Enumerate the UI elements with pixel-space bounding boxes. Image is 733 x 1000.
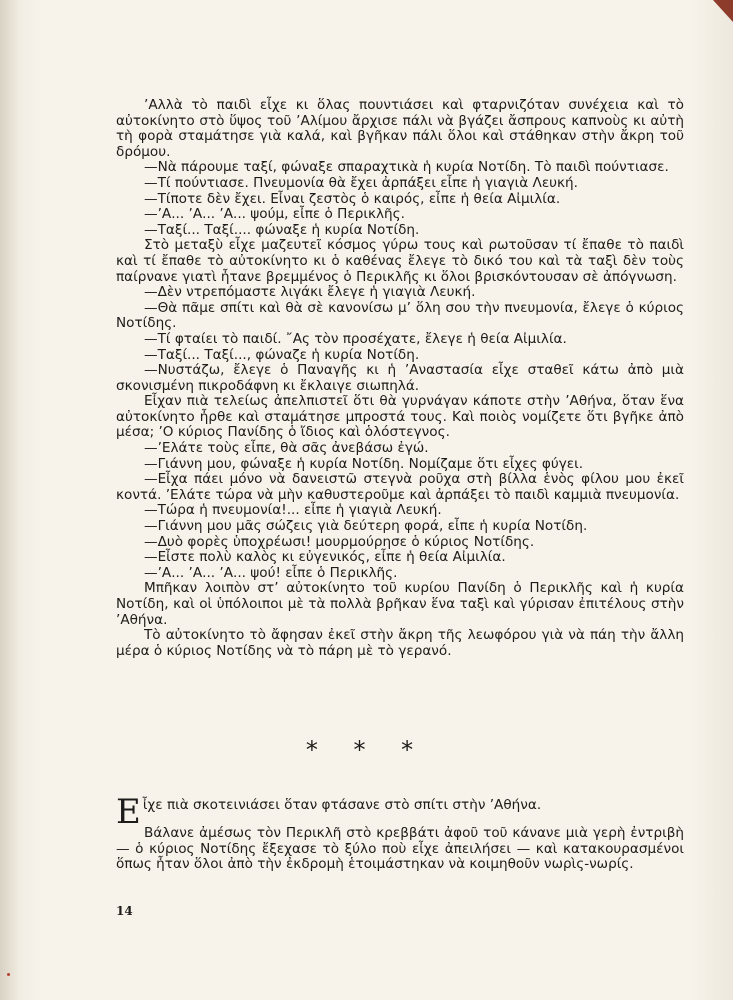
dialogue-line: —Τί φταίει τὸ παιδί. ῎Ας τὸν προσέχατε, ἔλεγε ἡ θεία Αἰμιλία.: [144, 330, 567, 347]
dialogue-line: —’Ελάτε τοὺς εἶπε, θὰ σᾶς ἀνεβάσω ἐγώ.: [144, 440, 429, 457]
section-separator: * * *: [305, 736, 428, 764]
main-text: [116, 98, 684, 659]
dialogue-line: —Ταξί... Ταξί..., φώναζε ἡ κυρία Νοτίδη.: [144, 346, 420, 363]
dialogue-line: —Τώρα ἡ πνευμονία!... εἶπε ἡ γιαγιὰ Λευκή.: [144, 502, 442, 519]
dialogue-line: —Θὰ πᾶμε σπίτι καὶ θὰ σὲ κανονίσω μ’ ὅλη σου τὴν πνευμονία, ἔλεγε ὁ κύριος Νοτίδης.: [116, 299, 684, 332]
dialogue-line: —Γιάννη μου, φώναξε ἡ κυρία Νοτίδη. Νομίζαμε ὅτι εἶχες φύγει.: [144, 455, 584, 472]
dialogue-line: —Νυστάζω, ἔλεγε ὁ Παναγῆς κι ἡ ’Αναστασία εἶχε σταθεῖ κάτω ἀπὸ μιὰ σκονισμένη πικροδάφνη κι ἔκλαιγε σιωπηλά.: [116, 362, 684, 394]
opening-paragraph: [116, 792, 684, 832]
dialogue-line: —’Α... ’Α... ’Α... ψούμ, εἶπε ὁ Περικλῆς.: [144, 206, 405, 223]
dialogue-line: —’Α... ’Α... ’Α... ψού! εἶπε ὁ Περικλῆς.: [144, 564, 398, 581]
print-mark: [7, 973, 10, 976]
dialogue-line: —Γιάννη μου μᾶς σώζεις γιὰ δεύτερη φορά, εἶπε ἡ κυρία Νοτίδη.: [144, 518, 588, 535]
chapter-section: [116, 792, 684, 873]
dialogue-line: —Τίποτε δὲν ἔχει. Εἶναι ζεστὸς ὁ καιρός, εἶπε ἡ θεία Αἰμιλία.: [144, 190, 561, 207]
paragraph: Μπῆκαν λοιπὸν στ’ αὐτοκίνητο τοῦ κυρίου Πανίδη ὁ Περικλῆς καὶ ἡ κυρία Νοτίδη, καὶ οἱ ὑπόλοιποι μὲ τὰ πολλὰ βρῆκαν ἕνα ταξὶ καὶ γύρισαν ἐπιτέλους στὴν ’Αθήνα.: [116, 580, 684, 628]
paragraph: Τὸ αὐτοκίνητο τὸ ἄφησαν ἐκεῖ στὴν ἄκρη τῆς λεωφόρου γιὰ νὰ πάη τὴν ἄλλη μέρα ὁ κύριος Νοτίδης νὰ τὸ πάρη μὲ τὸ γερανό.: [116, 627, 684, 659]
dialogue-line: —Εἶστε πολὺ καλὸς κι εὐγενικός, εἶπε ἡ θεία Αἰμιλία.: [144, 549, 506, 566]
opening-text: ἶχε πιὰ σκοτεινιάσει ὅταν φτάσανε στὸ σπίτι στὴν ’Αθήνα.: [142, 797, 542, 813]
dialogue-line: —Εἶχα πάει μόνο νὰ δανειστῶ στεγνὰ ροῦχα στὴ βίλλα ἑνὸς φίλου μου ἐκεῖ κοντά. ’Ελάτε τώρα νὰ μὴν καθυστεροῦμε καὶ ἀρπάξει τὸ παιδὶ καμμιὰ πνευμονία.: [116, 471, 684, 503]
dialogue-line: —Δυὸ φορὲς ὑποχρέωσι! μουρμούρησε ὁ κύριος Νοτίδης.: [144, 533, 535, 550]
drop-cap: Ε: [116, 792, 141, 832]
paragraph: Στὸ μεταξὺ εἶχε μαζευτεῖ κόσμος γύρω τους καὶ ρωτοῦσαν τί ἔπαθε τὸ παιδὶ καὶ τί ἔπαθε τὸ αὐτοκίνητο κι ὁ καθένας ἔλεγε τὸ δικό του καὶ τὰ ταξὶ δὲν τοὺς παίρνανε γιατὶ ἦτανε βρεμμένος ὁ Περικλῆς κι ὅλοι βρισκόντουσαν σὲ ἀπόγνωση.: [116, 237, 684, 285]
paragraph: Εἶχαν πιὰ τελείως ἀπελπιστεῖ ὅτι θὰ γυρνάγαν κάποτε στὴν ’Αθήνα, ὅταν ἕνα αὐτοκίνητο ἦρθε καὶ σταμάτησε μπροστά τους. Καὶ ποιὸς νομίζετε ὅτι βγῆκε ἀπὸ μέσα; ’Ο κύριος Πανίδης ὁ ἴδιος καὶ ὁλόστεγνος.: [116, 393, 684, 441]
dialogue-line: —Ταξί... Ταξί.... φώναξε ἡ κυρία Νοτίδη.: [144, 221, 420, 238]
cover-corner: [713, 0, 733, 22]
page-number: 14: [116, 904, 133, 918]
page-binding-edge: [0, 0, 18, 1000]
paragraph: Βάλανε ἀμέσως τὸν Περικλῆ στὸ κρεββάτι ἀφοῦ τοῦ κάνανε μιὰ γερὴ ἐντριβὴ — ὁ κύριος Νοτίδης ἔξεχασε τὸ ξύλο ποὺ εἶχε ἀπειλήσει — καὶ κατακουρασμένοι ὅπως ἦταν ὅλοι ἀπὸ τὴν ἐκδρομὴ ἑτοιμάστηκαν νὰ κοιμηθοῦν νωρὶς-νωρίς.: [116, 825, 684, 873]
dialogue-line: —Τί πούντιασε. Πνευμονία θὰ ἔχει ἀρπάξει εἶπε ἡ γιαγιὰ Λευκή.: [144, 174, 578, 191]
paragraph: ’Αλλὰ τὸ παιδὶ εἶχε κι ὅλας πουντιάσει καὶ φταρνιζόταν συνέχεια καὶ τὸ αὐτοκίνητο στὸ ὕψος τοῦ ’Αλίμου ἄρχισε πάλι νὰ βγάζει ἄσπρους καπνοὺς κι αὐτὴ τὴ φορὰ σταμάτησε γιὰ καλά, καὶ βγῆκαν πάλι ὅλοι καὶ στάθηκαν στὴν ἄκρη τοῦ δρόμου.: [116, 97, 684, 160]
dialogue-line: —Νὰ πάρουμε ταξί, φώναξε σπαραχτικὰ ἡ κυρία Νοτίδη. Τὸ παιδὶ πούντιασε.: [144, 159, 669, 176]
dialogue-line: —Δὲν ντρεπόμαστε λιγάκι ἔλεγε ἡ γιαγιὰ Λευκή.: [144, 284, 476, 301]
